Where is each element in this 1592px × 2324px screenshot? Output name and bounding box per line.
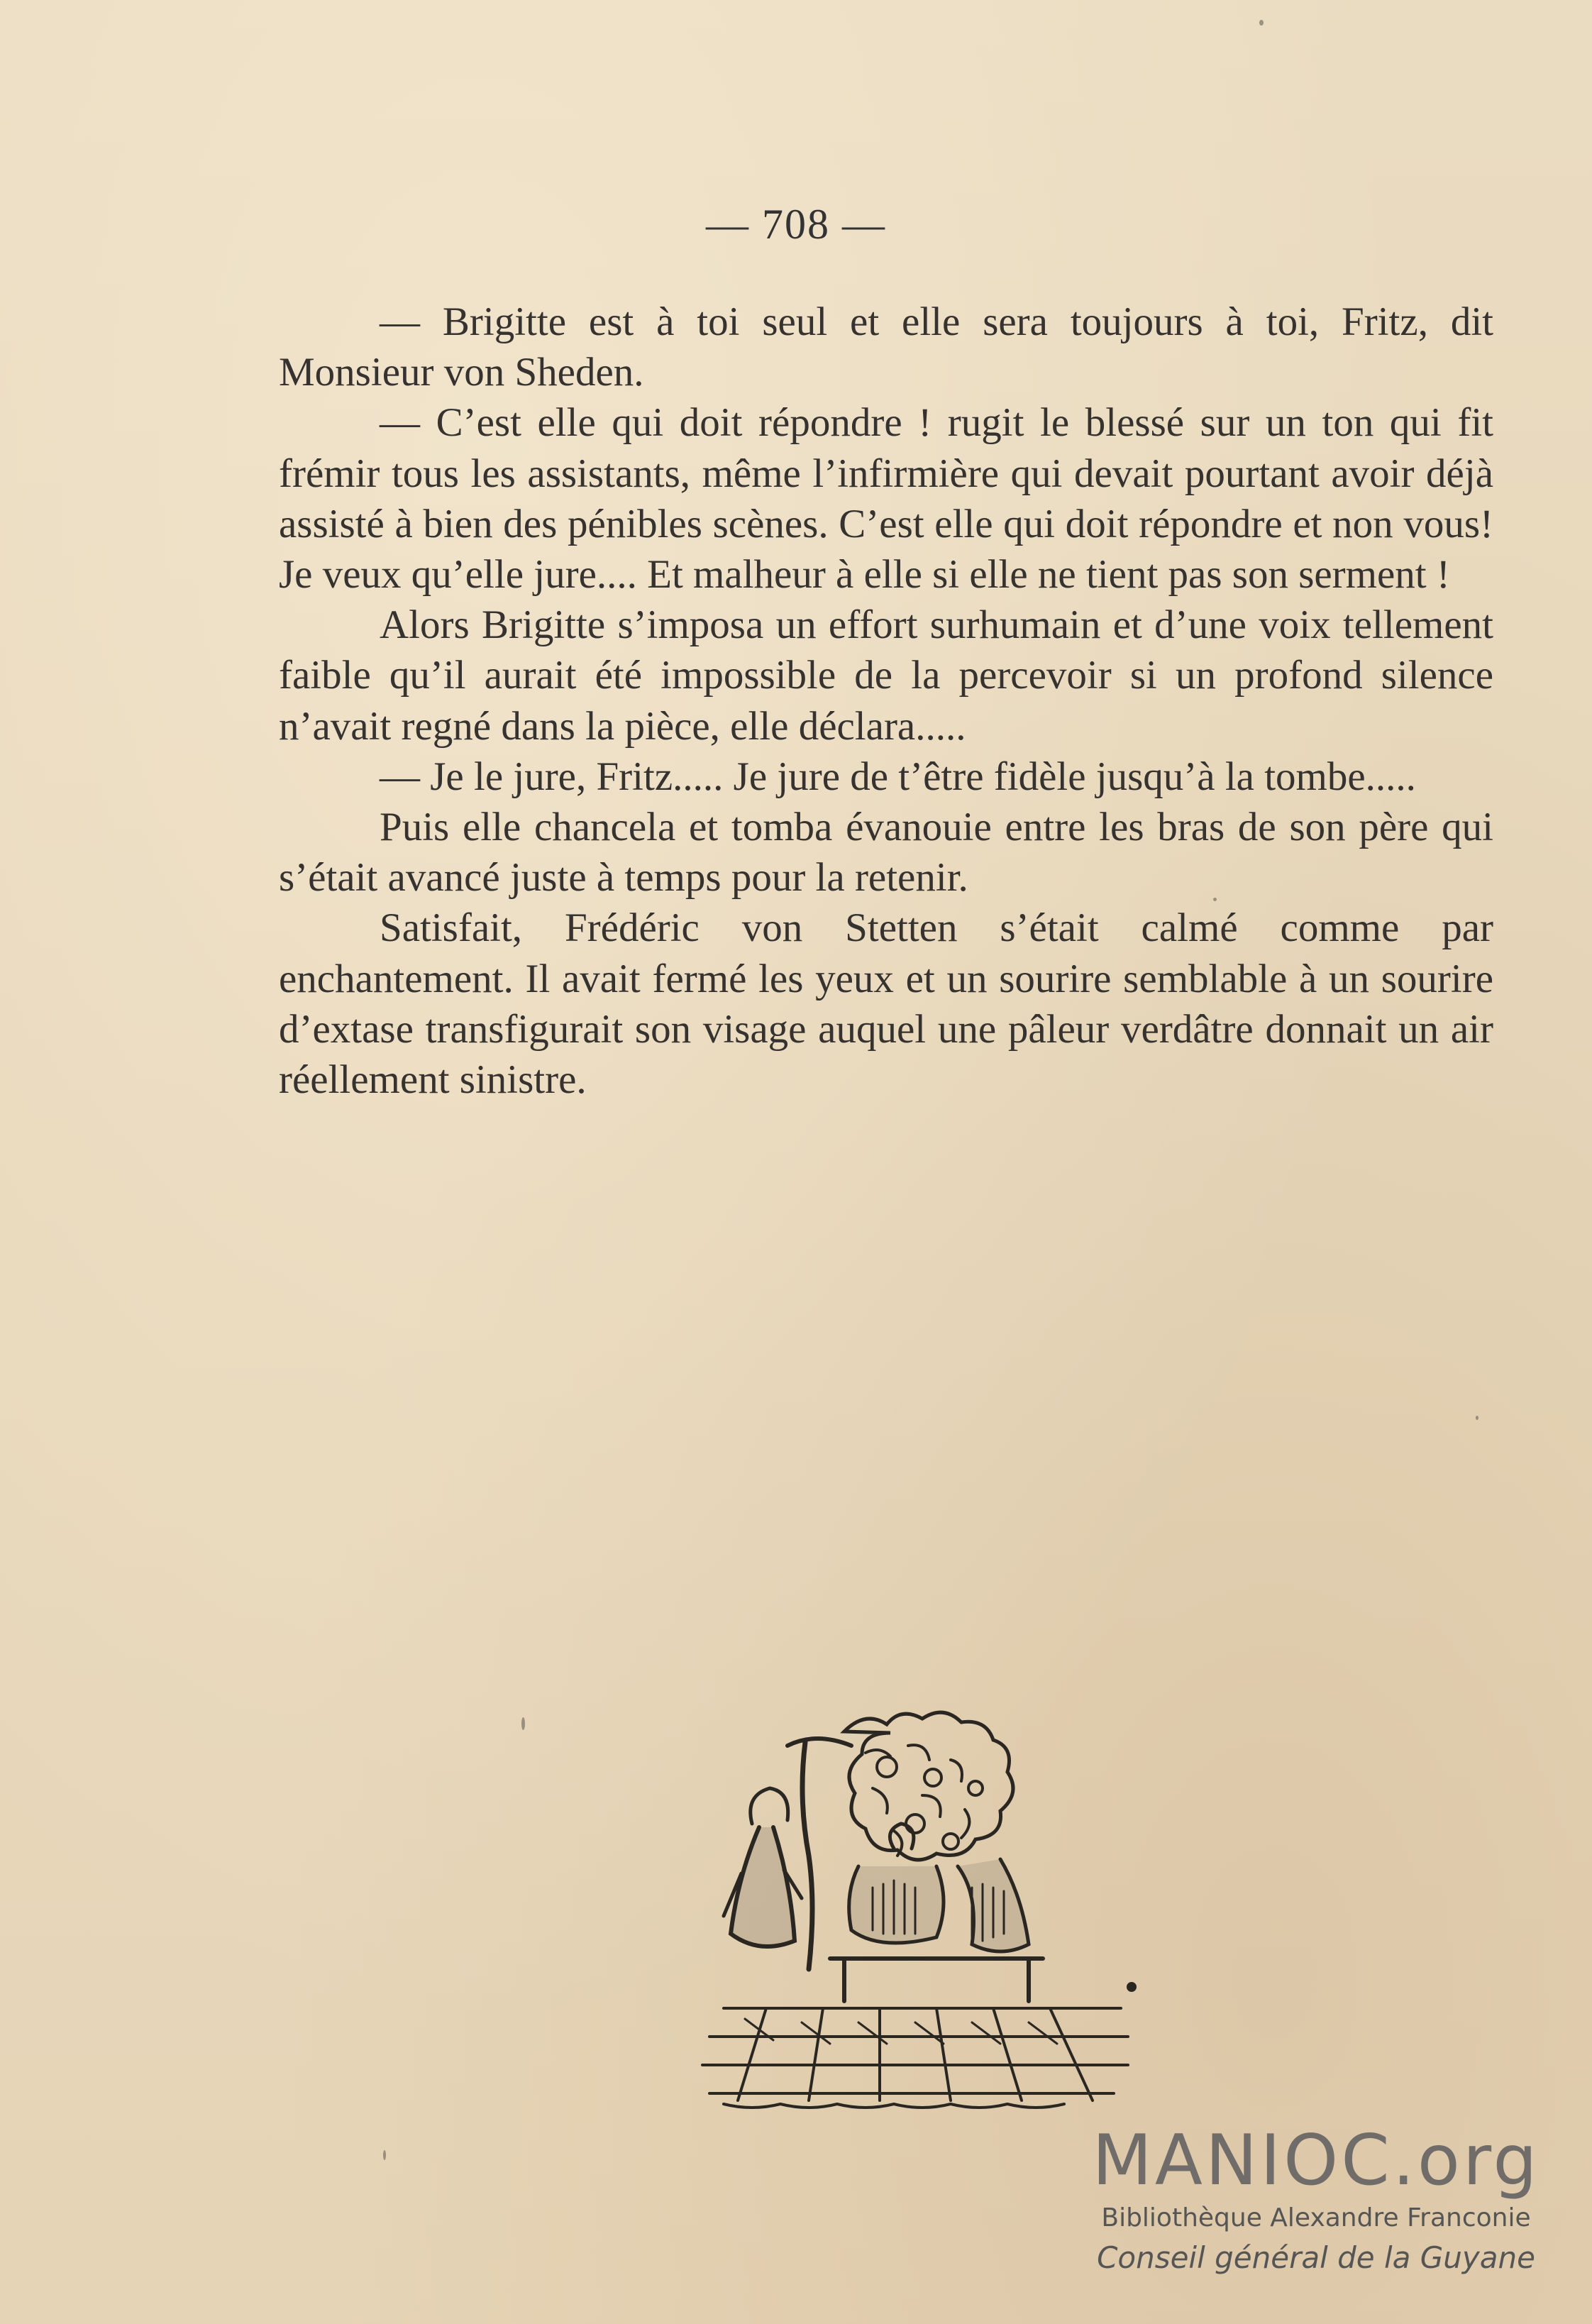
manioc-logo [1075,2122,1557,2279]
paragraph-2: — C’est elle qui doit répondre ! rugit le blessé sur un ton qui fit frémir tous les assistants, même l’infirmière qui devait pourtant avoir déjà assisté à bien des pénibles scènes. C’est elle qui doit répondre et non vous! Je veux qu’elle jure.... Et malheur à elle si elle ne tient pas son serment ! [279,400,1493,597]
paper-speck [383,2150,386,2160]
logo-library-line: Bibliothèque Alexandre Franconie [1101,2203,1531,2232]
paragraph-6: Satisfait, Frédéric von Stetten s’était calmé comme par enchantement. Il avait fermé les yeux et un sourire semblable à un sourire d’extase transfigurait son visage auquel une pâleur verdâtre donnait un air réellement sinistre. [279,905,1493,1103]
page-number: — 708 — [706,201,886,248]
paragraph-4: — Je le jure, Fritz..... Je jure de t’être fidèle jusqu’à la tombe..... [380,754,1416,799]
logo-wordmark: MANIOC.org [1092,2120,1540,2201]
body-text [279,297,1493,1105]
paper-speck [521,1717,525,1730]
paper-speck [1259,20,1264,26]
paragraph-5: Puis elle chancela et tomba évanouie entre les bras de son père qui s’était avancé juste à temps pour la retenir. [279,805,1493,901]
paper-speck [1213,898,1217,901]
logo-council-line: Conseil général de la Guyane [1097,2240,1535,2275]
engraving-vignette [681,1703,1142,2122]
paragraph-3: Alors Brigitte s’imposa un effort surhumain et d’une voix tellement faible qu’il aurait été impossible de la percevoir si un profond silence n’avait regné dans la pièce, elle déclara..... [279,602,1493,749]
paragraph-1: — Brigitte est à toi seul et elle sera toujours à toi, Fritz, dit Monsieur von Sheden. [279,299,1493,395]
paper-speck [1476,1416,1478,1420]
